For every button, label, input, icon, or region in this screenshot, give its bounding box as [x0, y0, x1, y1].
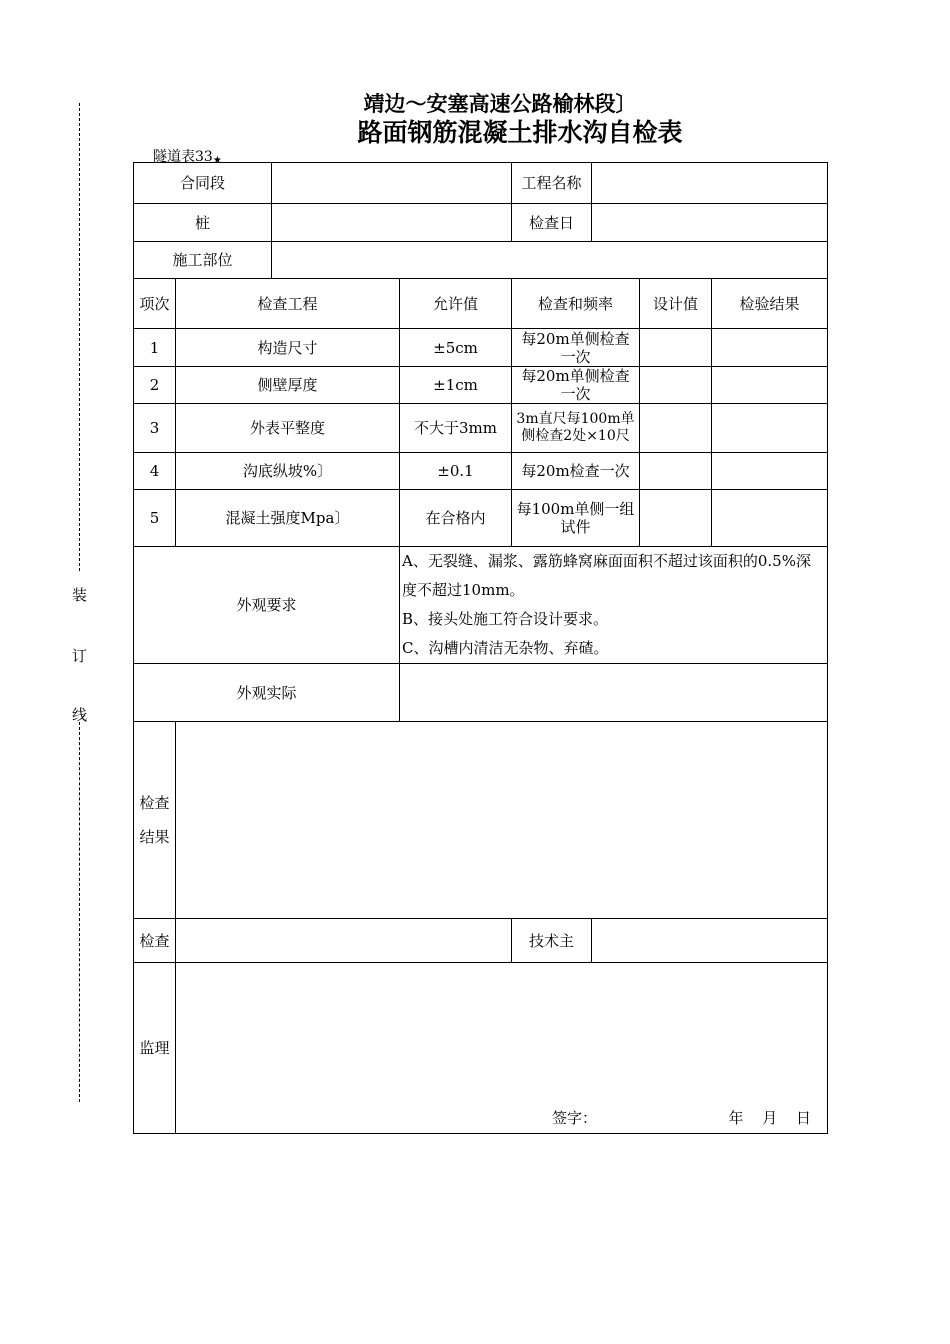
result-value[interactable] — [176, 722, 828, 919]
info-row-contract — [134, 163, 828, 204]
row-no: 5 — [134, 490, 176, 547]
check-date-value[interactable] — [592, 204, 828, 242]
row-method: 每20m单侧检查一次 — [512, 367, 640, 404]
row-result[interactable] — [712, 329, 828, 367]
result-label-line2: 结果 — [139, 828, 170, 846]
station-value[interactable] — [272, 204, 512, 242]
location-label: 施工部位 — [134, 242, 272, 279]
row-result[interactable] — [712, 453, 828, 490]
info-row-station — [134, 204, 828, 242]
check-date-label: 检查日 — [512, 204, 592, 242]
binding-char-xian: 线 — [72, 706, 88, 724]
row-design[interactable] — [640, 367, 712, 404]
appearance-req-a: A、无裂缝、漏浆、露筋蜂窝麻面面积不超过该面积的0.5%深度不超过10mm。 — [402, 552, 811, 599]
table-row — [134, 367, 828, 404]
signoff-row — [134, 919, 828, 963]
col-header-item: 项次 — [134, 279, 176, 329]
row-design[interactable] — [640, 329, 712, 367]
date-label: 年 月 日 — [728, 1109, 812, 1127]
row-method: 每100m单侧一组试件 — [512, 490, 640, 547]
supervisor-label: 监理 — [134, 963, 176, 1134]
appearance-req-content — [400, 547, 828, 664]
row-design[interactable] — [640, 453, 712, 490]
row-item: 沟底纵坡%〕 — [176, 453, 400, 490]
info-row-location — [134, 242, 828, 279]
col-header-result: 检验结果 — [712, 279, 828, 329]
binding-char-zhuang: 装 — [72, 586, 88, 604]
row-design[interactable] — [640, 490, 712, 547]
row-method: 每20m单侧检查一次 — [512, 329, 640, 367]
table-row — [134, 404, 828, 453]
table-row — [134, 490, 828, 547]
col-header-check-item: 检查工程 — [176, 279, 400, 329]
row-allowance: 不大于3mm — [400, 404, 512, 453]
col-header-design: 设计值 — [640, 279, 712, 329]
appearance-req-b: B、接头处施工符合设计要求。 — [402, 610, 609, 628]
project-label: 工程名称 — [512, 163, 592, 204]
station-label: 桩 — [134, 204, 272, 242]
row-allowance: 在合格内 — [400, 490, 512, 547]
inspector-label: 检查 — [134, 919, 176, 963]
binding-line-bottom — [79, 722, 80, 1102]
location-value[interactable] — [272, 242, 828, 279]
row-item: 混凝土强度Mpa〕 — [176, 490, 400, 547]
appearance-req-c: C、沟槽内清洁无杂物、弃碴。 — [402, 639, 609, 657]
row-item: 侧壁厚度 — [176, 367, 400, 404]
row-allowance: ±1cm — [400, 367, 512, 404]
signature-label: 签字： — [552, 1109, 598, 1127]
appearance-actual-label: 外观实际 — [134, 664, 400, 722]
result-label — [134, 722, 176, 919]
supervisor-row — [134, 963, 828, 1134]
row-allowance: ±0.1 — [400, 453, 512, 490]
project-value[interactable] — [592, 163, 828, 204]
col-header-allowance: 允许值 — [400, 279, 512, 329]
star-icon: ★ — [212, 155, 222, 166]
contract-value[interactable] — [272, 163, 512, 204]
row-method: 每20m检查一次 — [512, 453, 640, 490]
binding-line-top — [79, 103, 80, 571]
row-item: 构造尺寸 — [176, 329, 400, 367]
tech-lead-label: 技术主 — [512, 919, 592, 963]
col-header-method: 检查和频率 — [512, 279, 640, 329]
document-title-line2: 路面钢筋混凝土排水沟自检表 — [357, 118, 683, 147]
row-design[interactable] — [640, 404, 712, 453]
appearance-actual-value[interactable] — [400, 664, 828, 722]
result-label-line1: 检查 — [139, 794, 170, 812]
row-allowance: ±5cm — [400, 329, 512, 367]
row-no: 4 — [134, 453, 176, 490]
row-result[interactable] — [712, 490, 828, 547]
table-row — [134, 329, 828, 367]
row-item: 外表平整度 — [176, 404, 400, 453]
appearance-req-row — [134, 547, 828, 664]
appearance-actual-row — [134, 664, 828, 722]
inspection-form — [133, 162, 828, 1134]
document-title-line1: 靖边～安塞高速公路榆林段〕 — [363, 92, 637, 116]
inspector-value[interactable] — [176, 919, 512, 963]
row-result[interactable] — [712, 404, 828, 453]
appearance-req-label: 外观要求 — [134, 547, 400, 664]
row-result[interactable] — [712, 367, 828, 404]
row-no: 3 — [134, 404, 176, 453]
table-row — [134, 453, 828, 490]
table-id-text: 隧道表33 — [153, 149, 213, 165]
row-method: 3m直尺每100m单侧检查2处×10尺 — [512, 404, 640, 453]
row-no: 2 — [134, 367, 176, 404]
result-row — [134, 722, 828, 919]
contract-label: 合同段 — [134, 163, 272, 204]
row-no: 1 — [134, 329, 176, 367]
tech-lead-value[interactable] — [592, 919, 828, 963]
column-header-row — [134, 279, 828, 329]
binding-char-ding: 订 — [72, 647, 88, 665]
supervisor-sign-area[interactable] — [176, 963, 828, 1134]
